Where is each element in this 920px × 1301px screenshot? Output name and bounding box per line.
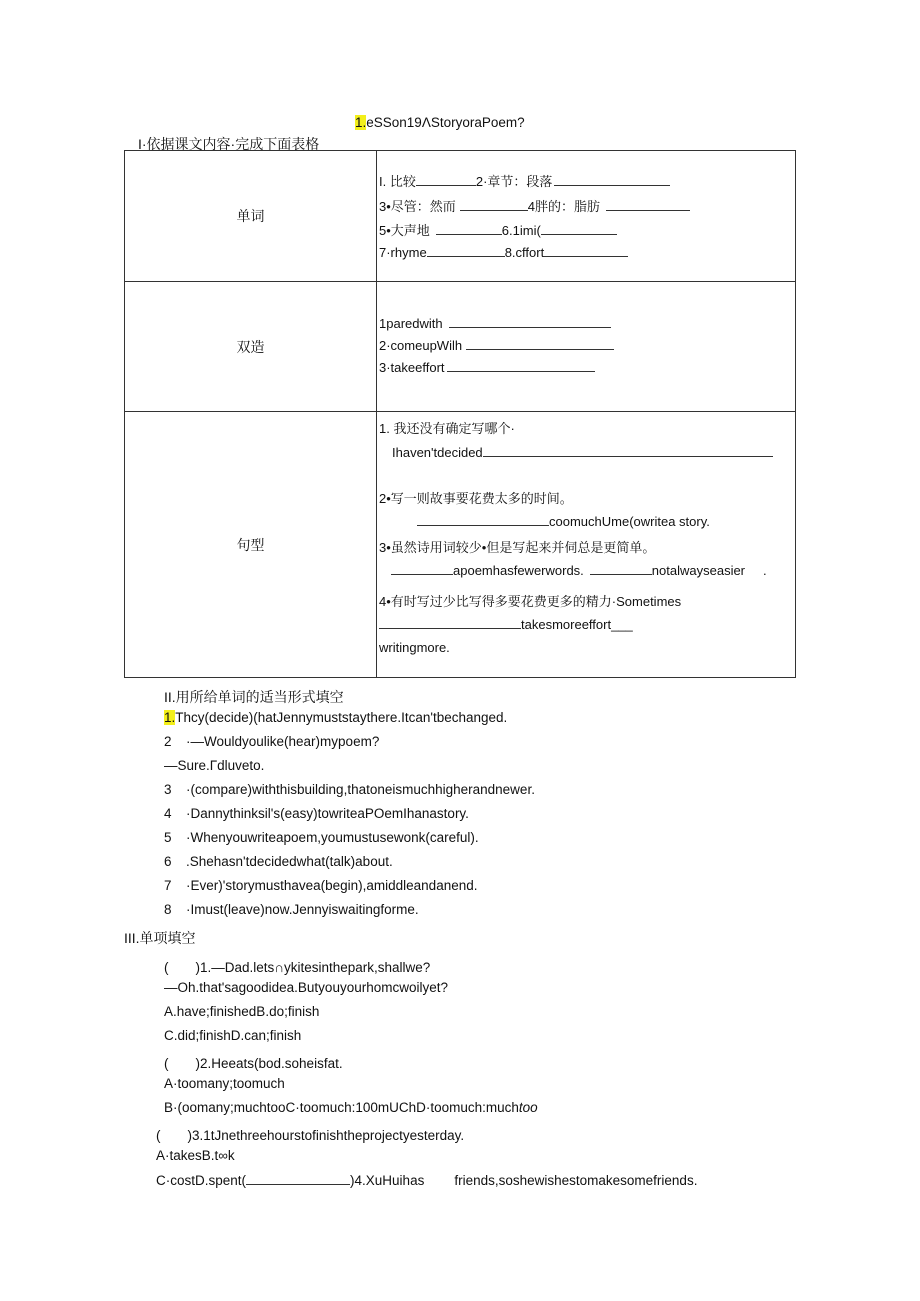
page-title — [355, 115, 525, 130]
list-item: ( )1.—Dad.lets∩ykitesinthepark,shallwe? — [164, 960, 431, 975]
blank[interactable] — [483, 444, 773, 457]
table-row-phrases — [125, 282, 796, 412]
table-row-words — [125, 151, 796, 282]
blank[interactable] — [417, 513, 549, 526]
blank[interactable] — [427, 244, 505, 257]
sentence-2-cn: 2•写一则故事要花费太多的时间。 — [379, 491, 573, 506]
sentence-1-en: Ihaven'tdecided — [392, 444, 773, 460]
words-line-4: 7·rhyme 8.cffort — [379, 244, 628, 260]
category-sentences: 句型 — [125, 412, 377, 678]
blank[interactable] — [436, 222, 502, 235]
list-item: 3 ·(compare)withthisbuilding,thatoneismuchhigherandnewer. — [164, 782, 535, 797]
section1-heading: I·依据课文内容·完成下面表格 — [138, 136, 320, 152]
blank[interactable] — [447, 359, 595, 372]
words-line-3: 5•大声地 6.1imi( — [379, 220, 617, 239]
words-cell — [377, 151, 796, 282]
words-line-1: I. 比较 2·章节：段落 — [379, 171, 670, 190]
sentence-4-en2: writingmore. — [379, 640, 450, 655]
sentence-4-cn: 4•有时写过少比写得多要花费更多的精力·Sometimes — [379, 594, 682, 609]
category-words: 单词 — [125, 151, 377, 282]
phrase-line-1: 1paredwith — [379, 315, 611, 331]
words-line-2: 3•尽管：然而 4胖的：脂肪 — [379, 196, 690, 215]
blank[interactable] — [541, 222, 617, 235]
blank[interactable] — [460, 198, 528, 211]
list-item: 8 ·Imust(leave)now.Jennyiswaitingforme. — [164, 902, 419, 917]
sentence-3-cn: 3•虽然诗用词较少•但是写起来并伺总是更简单。 — [379, 540, 656, 555]
list-item: A.have;finishedB.do;finish — [164, 1004, 320, 1019]
blank[interactable] — [416, 173, 476, 186]
sentences-cell — [377, 412, 796, 678]
list-item: 1.Thcy(decide)(hatJennymuststaythere.Itcan'tbechanged. — [164, 710, 508, 725]
blank[interactable] — [590, 562, 652, 575]
list-item: A·takesB.t∞k — [156, 1148, 235, 1163]
list-item: C.did;finishD.can;finish — [164, 1028, 302, 1043]
category-phrases: 双造 — [125, 282, 377, 412]
list-item: 6 .Shehasn'tdecidedwhat(talk)about. — [164, 854, 393, 869]
section2-heading: II.用所给单词的适当形式填空 — [164, 689, 344, 705]
blank[interactable] — [391, 562, 453, 575]
list-item: —Sure.Гdluveto. — [164, 758, 265, 773]
list-item: ( )3.1tJnethreehourstofinishtheprojectyesterday. — [156, 1128, 465, 1143]
blank[interactable] — [554, 173, 670, 186]
list-item: B·(oomany;muchtooC·toomuch:100mUChD·toomuch:muchtoo — [164, 1100, 538, 1115]
list-item: A·toomany;toomuch — [164, 1076, 285, 1091]
list-item: 5 ·Whenyouwriteapoem,youmustusewonk(careful). — [164, 830, 479, 845]
sentence-1-cn: 1. 我还没有确定写哪个· — [379, 421, 515, 436]
blank[interactable] — [246, 1172, 350, 1185]
list-item: 4 ·Dannythinksil's(easy)towriteaPOemIhanastory. — [164, 806, 469, 821]
vocab-table — [124, 150, 796, 678]
sentence-3-en: apoemhasfewerwords. notalwayseasier . — [391, 562, 767, 578]
phrases-cell — [377, 282, 796, 412]
blank[interactable] — [466, 337, 614, 350]
list-item: ( )2.Heeats(bod.soheisfat. — [164, 1056, 343, 1071]
phrase-line-3: 3·takeeffort — [379, 359, 595, 375]
table-row-sentences — [125, 412, 796, 678]
blank[interactable] — [544, 244, 628, 257]
list-item: C·costD.spent( )4.XuHuihas friends,soshewishestomakesomefriends. — [156, 1173, 698, 1188]
list-item: 7 ·Ever)'storymusthavea(begin),amiddleandanend. — [164, 878, 478, 893]
title-text: eSSon19ΛStoryoraPoem? — [366, 115, 525, 130]
title-number: 1. — [355, 115, 367, 130]
blank[interactable] — [379, 616, 521, 629]
blank[interactable] — [606, 198, 690, 211]
list-item: 2 ·—Wouldyoulike(hear)mypoem? — [164, 734, 380, 749]
sentence-2-en: coomuchUme(owritea story. — [417, 513, 710, 529]
list-item: —Oh.that'sagoodidea.Butyouyourhomcwoilyet? — [164, 980, 448, 995]
sentence-4-en: takesmoreeffort___ — [379, 616, 633, 632]
phrase-line-2: 2·comeupWilh — [379, 337, 614, 353]
blank[interactable] — [449, 315, 611, 328]
section3-heading: III.单项填空 — [124, 930, 196, 946]
